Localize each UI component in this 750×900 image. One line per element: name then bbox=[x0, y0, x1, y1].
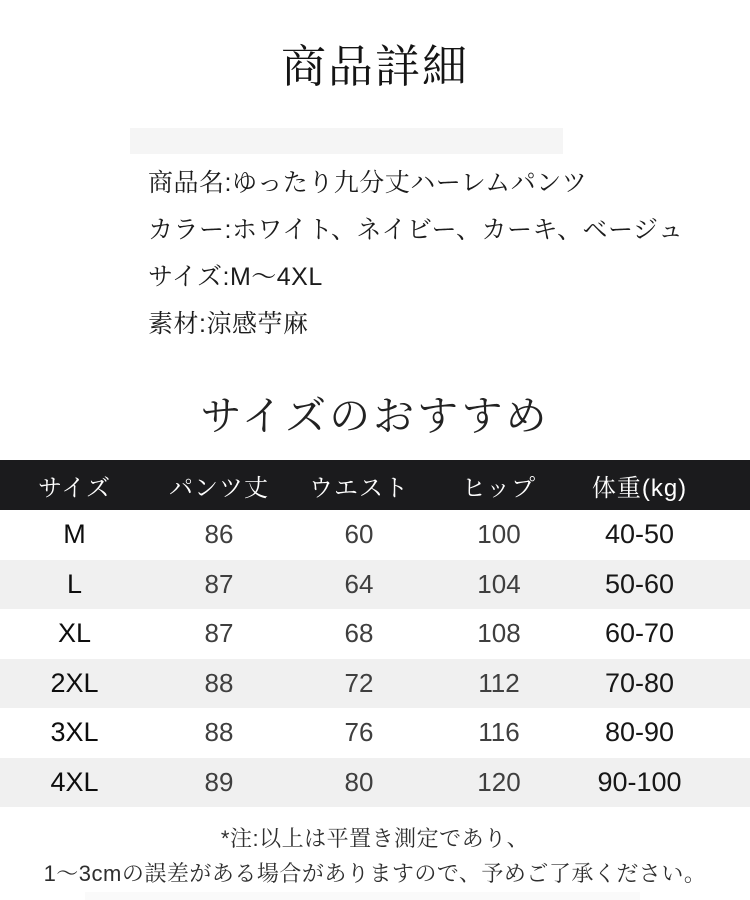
watermark-band bbox=[130, 128, 563, 154]
table-row bbox=[0, 560, 750, 610]
value-cell: 50-60 bbox=[604, 568, 675, 599]
table-row bbox=[0, 609, 750, 659]
footnote-line-2: 1〜3cmの誤差がある場合がありますので、予めご了承ください。 bbox=[43, 861, 707, 886]
size-table bbox=[0, 460, 750, 807]
value-cell: 112 bbox=[478, 667, 520, 698]
value-cell: 40-50 bbox=[604, 519, 675, 550]
value-cell: 88 bbox=[204, 667, 234, 698]
column-header-0: サイズ bbox=[37, 474, 112, 502]
footnote bbox=[0, 821, 750, 891]
column-header-1: パンツ丈 bbox=[169, 474, 269, 502]
value-cell: 100 bbox=[477, 519, 521, 550]
value-cell: 64 bbox=[344, 568, 374, 599]
product-color-line: カラー:ホワイト、ネイビー、カーキ、ベージュ bbox=[148, 216, 684, 244]
column-header-4: 体重(kg) bbox=[591, 474, 688, 502]
product-size-line: サイズ:M〜4XL bbox=[148, 263, 323, 291]
footnote-line-1: *注:以上は平置き測定であり、 bbox=[220, 826, 530, 851]
table-row bbox=[0, 659, 750, 709]
value-cell: 104 bbox=[477, 568, 521, 599]
size-label-cell: 4XL bbox=[50, 766, 99, 797]
value-cell: 68 bbox=[344, 618, 374, 649]
size-label-cell: L bbox=[66, 568, 83, 599]
value-cell: 108 bbox=[477, 618, 521, 649]
size-table-header bbox=[0, 460, 750, 510]
table-row bbox=[0, 758, 750, 808]
size-label-cell: M bbox=[63, 519, 86, 550]
value-cell: 72 bbox=[344, 667, 374, 698]
page-title: 商品詳細 bbox=[280, 41, 469, 92]
value-cell: 76 bbox=[344, 717, 374, 748]
size-label-cell: XL bbox=[57, 618, 92, 649]
value-cell: 120 bbox=[477, 766, 521, 797]
value-cell: 86 bbox=[204, 519, 234, 550]
table-row bbox=[0, 708, 750, 758]
size-table-body bbox=[0, 510, 750, 807]
value-cell: 87 bbox=[204, 568, 234, 599]
value-cell: 60 bbox=[344, 519, 374, 550]
product-material-line: 素材:涼感苧麻 bbox=[148, 310, 309, 338]
bottom-watermark-band bbox=[85, 892, 640, 900]
size-section-title: サイズのおすすめ bbox=[200, 393, 550, 439]
table-row bbox=[0, 510, 750, 560]
column-header-2: ウエスト bbox=[309, 474, 409, 502]
value-cell: 60-70 bbox=[604, 618, 675, 649]
product-name-line: 商品名:ゆったり九分丈ハーレムパンツ bbox=[148, 169, 588, 197]
value-cell: 70-80 bbox=[604, 667, 675, 698]
product-info bbox=[148, 160, 683, 348]
value-cell: 80 bbox=[344, 766, 374, 797]
value-cell: 89 bbox=[204, 766, 234, 797]
value-cell: 90-100 bbox=[597, 766, 682, 797]
value-cell: 88 bbox=[204, 717, 234, 748]
column-header-3: ヒップ bbox=[461, 474, 537, 502]
value-cell: 80-90 bbox=[604, 717, 675, 748]
size-label-cell: 2XL bbox=[50, 667, 99, 698]
value-cell: 116 bbox=[478, 717, 520, 748]
size-label-cell: 3XL bbox=[50, 717, 99, 748]
value-cell: 87 bbox=[204, 618, 234, 649]
